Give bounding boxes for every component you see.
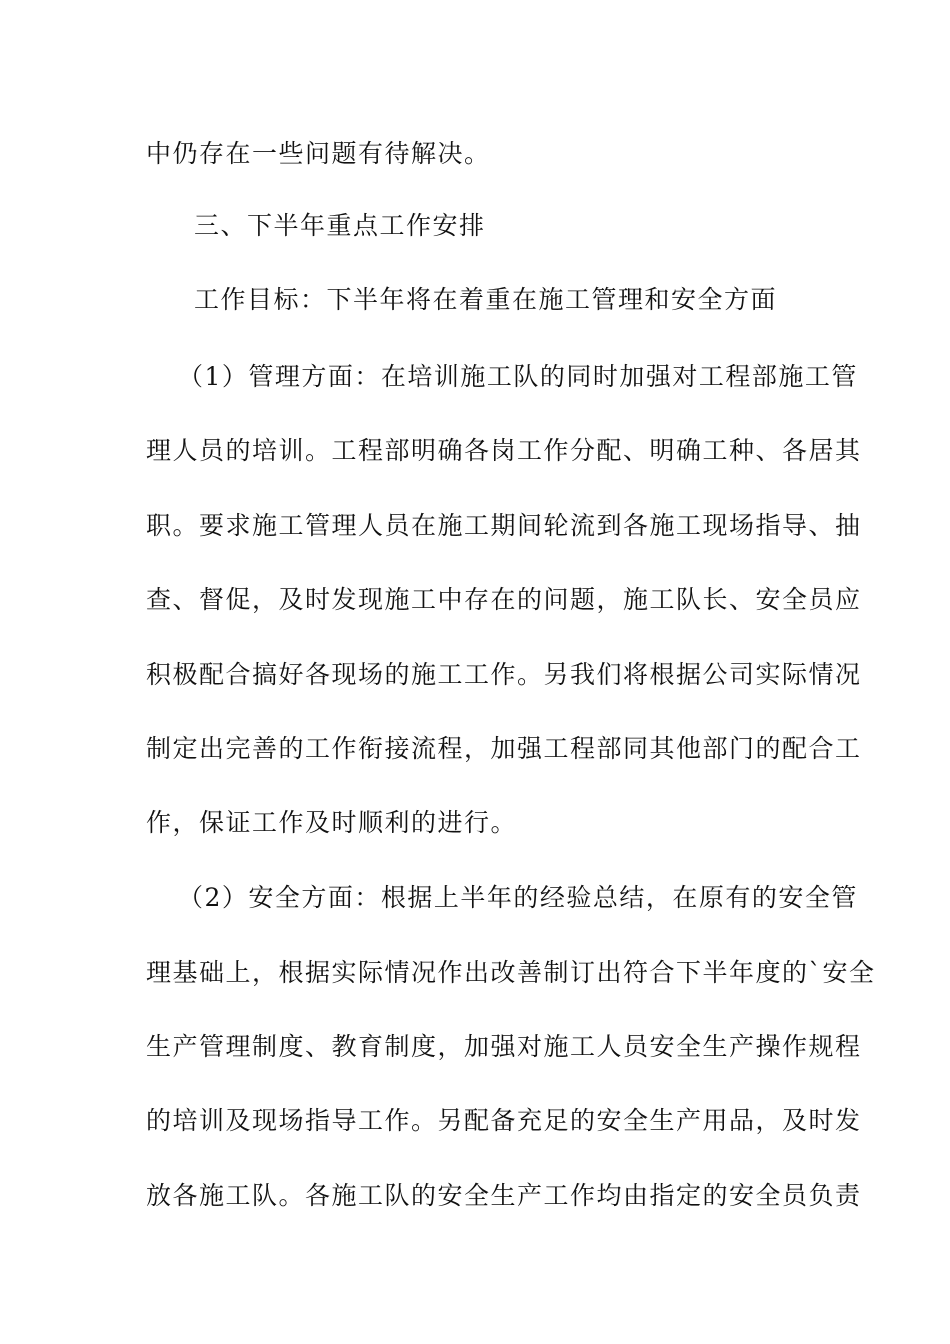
- text-line: 的培训及现场指导工作。另配备充足的安全生产用品，及时发: [146, 1106, 862, 1135]
- text-line: （1）管理方面：在培训施工队的同时加强对工程部施工管: [178, 362, 858, 391]
- section-heading: 三、下半年重点工作安排: [194, 211, 486, 240]
- text-line: 制定出完善的工作衔接流程，加强工程部同其他部门的配合工: [146, 734, 862, 763]
- text-line: 工作目标：下半年将在着重在施工管理和安全方面: [194, 285, 778, 314]
- text-line: 生产管理制度、教育制度，加强对施工人员安全生产操作规程: [146, 1032, 862, 1061]
- text-line: 职。要求施工管理人员在施工期间轮流到各施工现场指导、抽: [146, 511, 862, 540]
- text-line: 查、督促，及时发现施工中存在的问题，施工队长、安全员应: [146, 585, 862, 614]
- text-line: 放各施工队。各施工队的安全生产工作均由指定的安全员负责: [146, 1181, 862, 1210]
- text-line: 作，保证工作及时顺利的进行。: [146, 808, 518, 837]
- text-line: （2）安全方面：根据上半年的经验总结，在原有的安全管: [178, 883, 858, 912]
- text-line: 理人员的培训。工程部明确各岗工作分配、明确工种、各居其: [146, 436, 862, 465]
- text-line: 中仍存在一些问题有待解决。: [146, 139, 491, 168]
- text-line: 积极配合搞好各现场的施工工作。另我们将根据公司实际情况: [146, 660, 862, 689]
- text-line: 理基础上，根据实际情况作出改善制订出符合下半年度的`安全: [146, 958, 876, 987]
